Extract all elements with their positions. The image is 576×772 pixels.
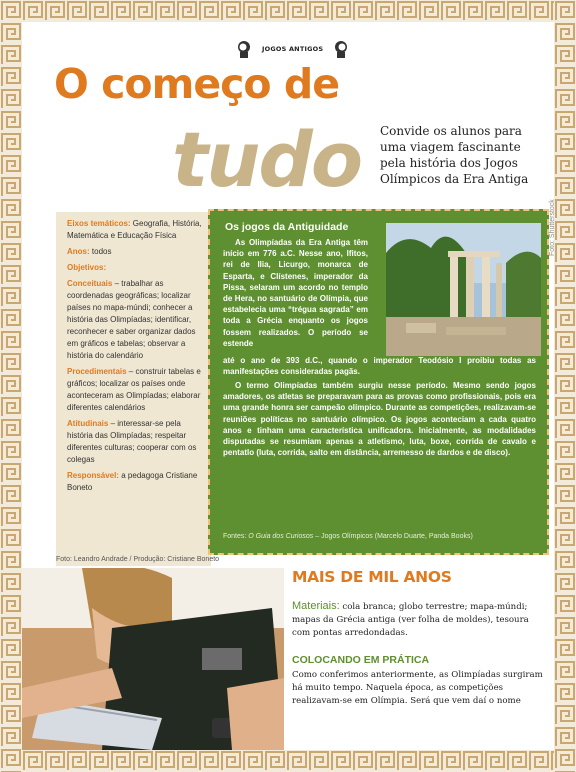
greek-head-icon <box>331 39 351 59</box>
greek-key-border-right <box>554 0 576 772</box>
eixos-key: Eixos temáticos: <box>67 219 131 228</box>
greek-key-border-top <box>0 0 576 22</box>
conceituais-value: – trabalhar as coordenadas geográficas; localizar países no mapa-múndi; conhecer a história das Olimpíadas; identificar, reconhecer e saber organizar dados em gráficos e tabelas; observar a história do calendário <box>67 279 196 360</box>
antiquity-para-1: As Olimpíadas da Era Antiga têm início em 776 a.C. Nesse ano, Ifitos, rei de Ilia, Licurgo, monarca de Esparta, e Clístenes, imperador da Pissa, selaram um acordo no templo de Hera, no santuário de Olímpia, que estabelecia uma “trégua sagrada” em toda a Grécia enquanto os jogos fossem realizados. O período se estende <box>223 238 368 348</box>
magazine-page <box>22 22 554 750</box>
section-tag <box>234 38 351 60</box>
intro-text: Convide os alunos para uma viagem fascinante pela história dos Jogos Olímpicos da Era Antiga <box>380 124 529 186</box>
procedimentais-value: – construir tabelas e gráficos; localizar os países onde aconteceram as Olimpíadas; elaborar diferentes calendários <box>67 367 201 412</box>
title-line-2: tudo <box>172 115 362 204</box>
colocando-text: Como conferimos anteriormente, as Olimpíadas surgiram há muito tempo. Naquela época, as competições realizavam-se em Olímpia. Será que vem daí o nome <box>292 670 543 706</box>
atitudinais-key: Atitudinais <box>67 419 109 428</box>
responsavel-key: Responsável: <box>67 471 120 480</box>
anos-value: todos <box>89 247 112 256</box>
materiais-text: Materiais: cola branca; globo terrestre; mapa-múndi; mapas da Grécia antiga (ver folha de moldes), tesoura com pontas arredondadas. <box>292 600 529 638</box>
greek-head-icon <box>234 39 254 59</box>
conceituais-key: Conceituais <box>67 279 113 288</box>
antiquity-para-2: O termo Olimpíadas também surgiu nesse período. Mesmo sendo jogos amadores, os atletas se preparavam para as provas como profissionais, pois era uma grande honra ser campeão olímpico. Durante as competições, realizavam-se reuniões políticas no santuário olímpico. Os jogos aconteciam a cada quatro anos e tinham uma característica unificadora. Inicialmente, as modalidades disputadas se resumiam apenas a atletismo, luta, boxe, corrida de cavalo e pentatlo (luta, corrida, salto em distância, arremesso de dardos e de disco). <box>223 381 536 458</box>
title-line-1: O começo de <box>54 60 340 108</box>
boy-cutting-map-photo <box>22 568 284 750</box>
responsavel-value: a pedagoga Cristiane Boneto <box>67 471 198 492</box>
section-label: JOGOS ANTIGOS <box>262 45 324 53</box>
procedimentais-key: Procedimentais <box>67 367 127 376</box>
section-heading-mais-de-mil: MAIS DE MIL ANOS <box>292 568 452 586</box>
temple-ruins-photo <box>386 223 541 356</box>
objetivos-key: Objetivos: <box>67 263 107 272</box>
section-heading-colocando: COLOCANDO EM PRÁTICA <box>292 654 430 666</box>
greek-key-border-bottom <box>0 750 576 772</box>
photo-credit: Foto: Leandro Andrade / Produção: Cristiane Boneto <box>56 556 220 563</box>
image-credit: Foto: Shutterstock <box>549 199 556 256</box>
eixos-value: Geografia, História, Matemática e Educação Física <box>67 219 202 240</box>
antiquity-box <box>208 209 549 555</box>
antiquity-para-1b: até o ano de 393 d.C., quando o imperador Teodósio I proibiu todas as manifestações consideradas pagãs. <box>223 356 536 377</box>
info-box <box>56 212 211 566</box>
atitudinais-value: – interessar-se pela história das Olimpíadas; respeitar diferentes culturas; cooperar com os colegas <box>67 419 197 464</box>
antiquity-title: Os jogos da Antiguidade <box>225 221 349 233</box>
greek-key-border-left <box>0 0 22 772</box>
anos-key: Anos: <box>67 247 90 256</box>
antiquity-source: Fontes: O Guia dos Curiosos – Jogos Olímpicos (Marcelo Duarte, Panda Books) <box>223 533 473 540</box>
